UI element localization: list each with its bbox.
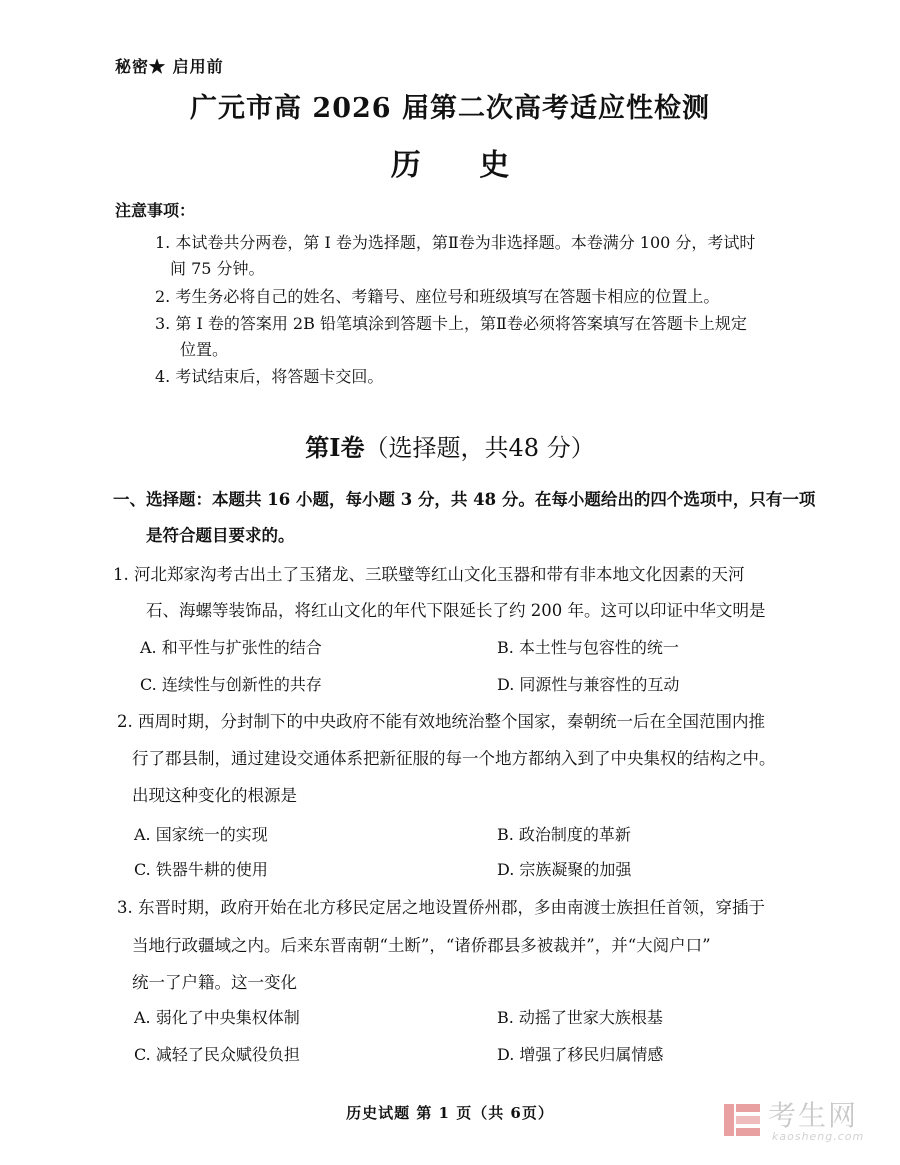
question-2-option-d: D. 宗族凝聚的加强 <box>497 860 632 879</box>
question-1-option-d: D. 同源性与兼容性的互动 <box>497 675 680 694</box>
question-1-option-c: C. 连续性与创新性的共存 <box>140 675 322 694</box>
question-3-stem: 3. 东晋时期，政府开始在北方移民定居之地设置侨州郡，多由南渡士族担任首领，穿插于 <box>117 898 765 917</box>
notice-item-3-cont: 位置。 <box>180 340 229 359</box>
question-3-stem-cont: 当地行政疆域之内。后来东晋南朝“土断”，“诸侨郡县多被裁并”，并“大阅户口” <box>132 936 711 955</box>
section-title-sub: （选择题，共48 分） <box>364 434 595 462</box>
question-2-stem-cont2: 出现这种变化的根源是 <box>132 786 297 805</box>
watermark-name: 考生网 <box>768 1099 859 1132</box>
notice-heading: 注意事项： <box>115 201 196 220</box>
question-2-option-a: A. 国家统一的实现 <box>134 825 268 844</box>
question-3-option-a: A. 弱化了中央集权体制 <box>134 1008 300 1027</box>
question-1-option-a: A. 和平性与扩张性的结合 <box>140 638 322 657</box>
section-title-main: 第I卷 <box>305 433 365 462</box>
question-1-stem: 1. 河北郑家沟考古出土了玉猪龙、三联璧等红山文化玉器和带有非本地文化因素的天河 <box>113 565 745 584</box>
notice-item-1: 1. 本试卷共分两卷，第 I 卷为选择题，第Ⅱ卷为非选择题。本卷满分 100 分，考试时 <box>155 233 756 252</box>
section-instruction: 一、选择题：本题共 16 小题，每小题 3 分，共 48 分。在每小题给出的四个选项中，只有一项 <box>113 490 816 509</box>
question-1-option-b: B. 本土性与包容性的统一 <box>497 638 679 657</box>
question-2-stem: 2. 西周时期，分封制下的中央政府不能有效地统治整个国家，秦朝统一后在全国范围内推 <box>117 712 765 731</box>
notice-item-2: 2. 考生务必将自己的姓名、考籍号、座位号和班级填写在答题卡相应的位置上。 <box>155 287 720 306</box>
question-3-option-c: C. 减轻了民众赋役负担 <box>134 1045 300 1064</box>
confidential-label: 秘密★ 启用前 <box>115 57 224 76</box>
question-1-stem-cont: 石、海螺等装饰品，将红山文化的年代下限延长了约 200 年。这可以印证中华文明是 <box>146 601 766 620</box>
question-2-stem-cont: 行了郡县制，通过建设交通体系把新征服的每一个地方都纳入到了中央集权的结构之中。 <box>132 749 776 768</box>
notice-item-3: 3. 第 I 卷的答案用 2B 铅笔填涂到答题卡上，第Ⅱ卷必须将答案填写在答题卡上规定 <box>155 314 747 333</box>
watermark-url: kaosheng.com <box>772 1130 865 1143</box>
question-2-option-c: C. 铁器牛耕的使用 <box>134 860 268 879</box>
section-title <box>0 428 900 463</box>
question-3-option-d: D. 增强了移民归属情感 <box>497 1045 664 1064</box>
question-3-stem-cont2: 统一了户籍。这一变化 <box>132 973 297 992</box>
question-2-option-b: B. 政治制度的革新 <box>497 825 631 844</box>
page-footer: 历史试题 第 1 页（共 6页） <box>346 1104 554 1122</box>
subject-title: 历 史 <box>390 148 534 183</box>
exam-title: 广元市高 2026 届第二次高考适应性检测 <box>190 93 710 124</box>
question-3-option-b: B. 动摇了世家大族根基 <box>497 1008 663 1027</box>
notice-item-1-cont: 间 75 分钟。 <box>170 259 265 278</box>
notice-item-4: 4. 考试结束后，将答题卡交回。 <box>155 367 384 386</box>
kaosheng-logo-icon <box>722 1100 762 1140</box>
watermark <box>722 1094 882 1150</box>
section-instruction-cont: 是符合题目要求的。 <box>146 526 295 545</box>
